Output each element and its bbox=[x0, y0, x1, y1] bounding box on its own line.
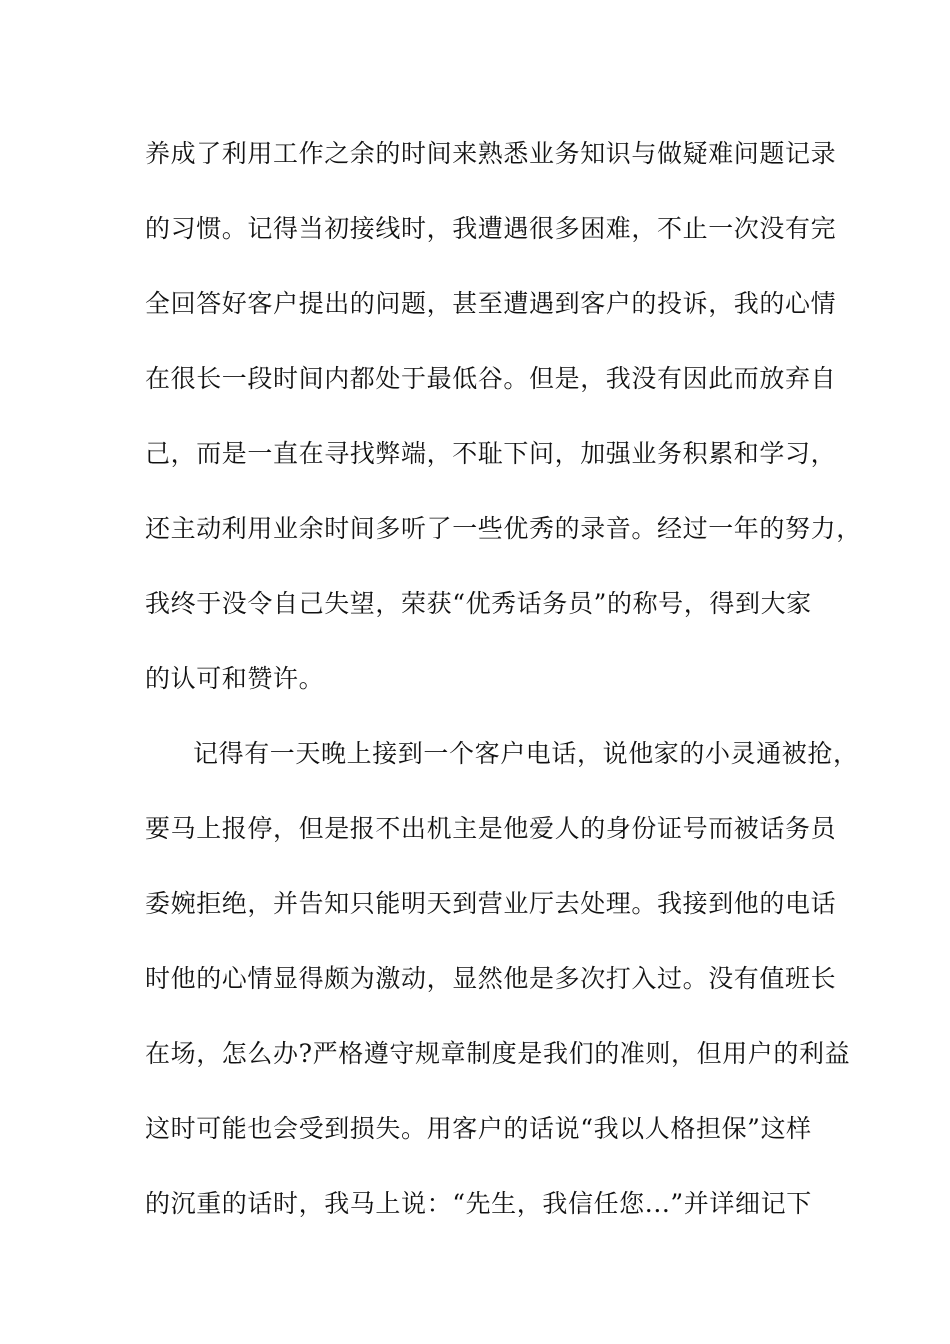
text-line: 的认可和赞许。 bbox=[145, 664, 325, 693]
text-line: 养成了利用工作之余的时间来熟悉业务知识与做疑难问题记录 bbox=[145, 139, 837, 168]
text-line: 的沉重的话时，我马上说：“先生，我信任您...”并详细记下 bbox=[145, 1189, 812, 1218]
text-line: 我终于没令自己失望，荣获“优秀话务员”的称号，得到大家 bbox=[145, 589, 812, 618]
text-line: 在很长一段时间内都处于最低谷。但是，我没有因此而放弃自 bbox=[145, 364, 837, 393]
text-line: 的习惯。记得当初接线时，我遭遇很多困难，不止一次没有完 bbox=[145, 214, 837, 243]
text-line: 要马上报停，但是报不出机主是他爱人的身份证号而被话务员 bbox=[145, 814, 837, 843]
text-line: 时他的心情显得颇为激动，显然他是多次打入过。没有值班长 bbox=[145, 964, 837, 993]
text-line: 在场，怎么办?严格遵守规章制度是我们的准则，但用户的利益 bbox=[145, 1039, 851, 1068]
text-line: 这时可能也会受到损失。用客户的话说“我以人格担保”这样 bbox=[145, 1114, 812, 1143]
text-line: 委婉拒绝，并告知只能明天到营业厅去处理。我接到他的电话 bbox=[145, 889, 837, 918]
text-line: 还主动利用业余时间多听了一些优秀的录音。经过一年的努力， bbox=[145, 514, 862, 543]
text-line: 记得有一天晚上接到一个客户电话，说他家的小灵通被抢， bbox=[193, 739, 859, 768]
text-line: 己，而是一直在寻找弊端，不耻下问，加强业务积累和学习， bbox=[145, 439, 837, 468]
text-line: 全回答好客户提出的问题，甚至遭遇到客户的投诉，我的心情 bbox=[145, 289, 837, 318]
